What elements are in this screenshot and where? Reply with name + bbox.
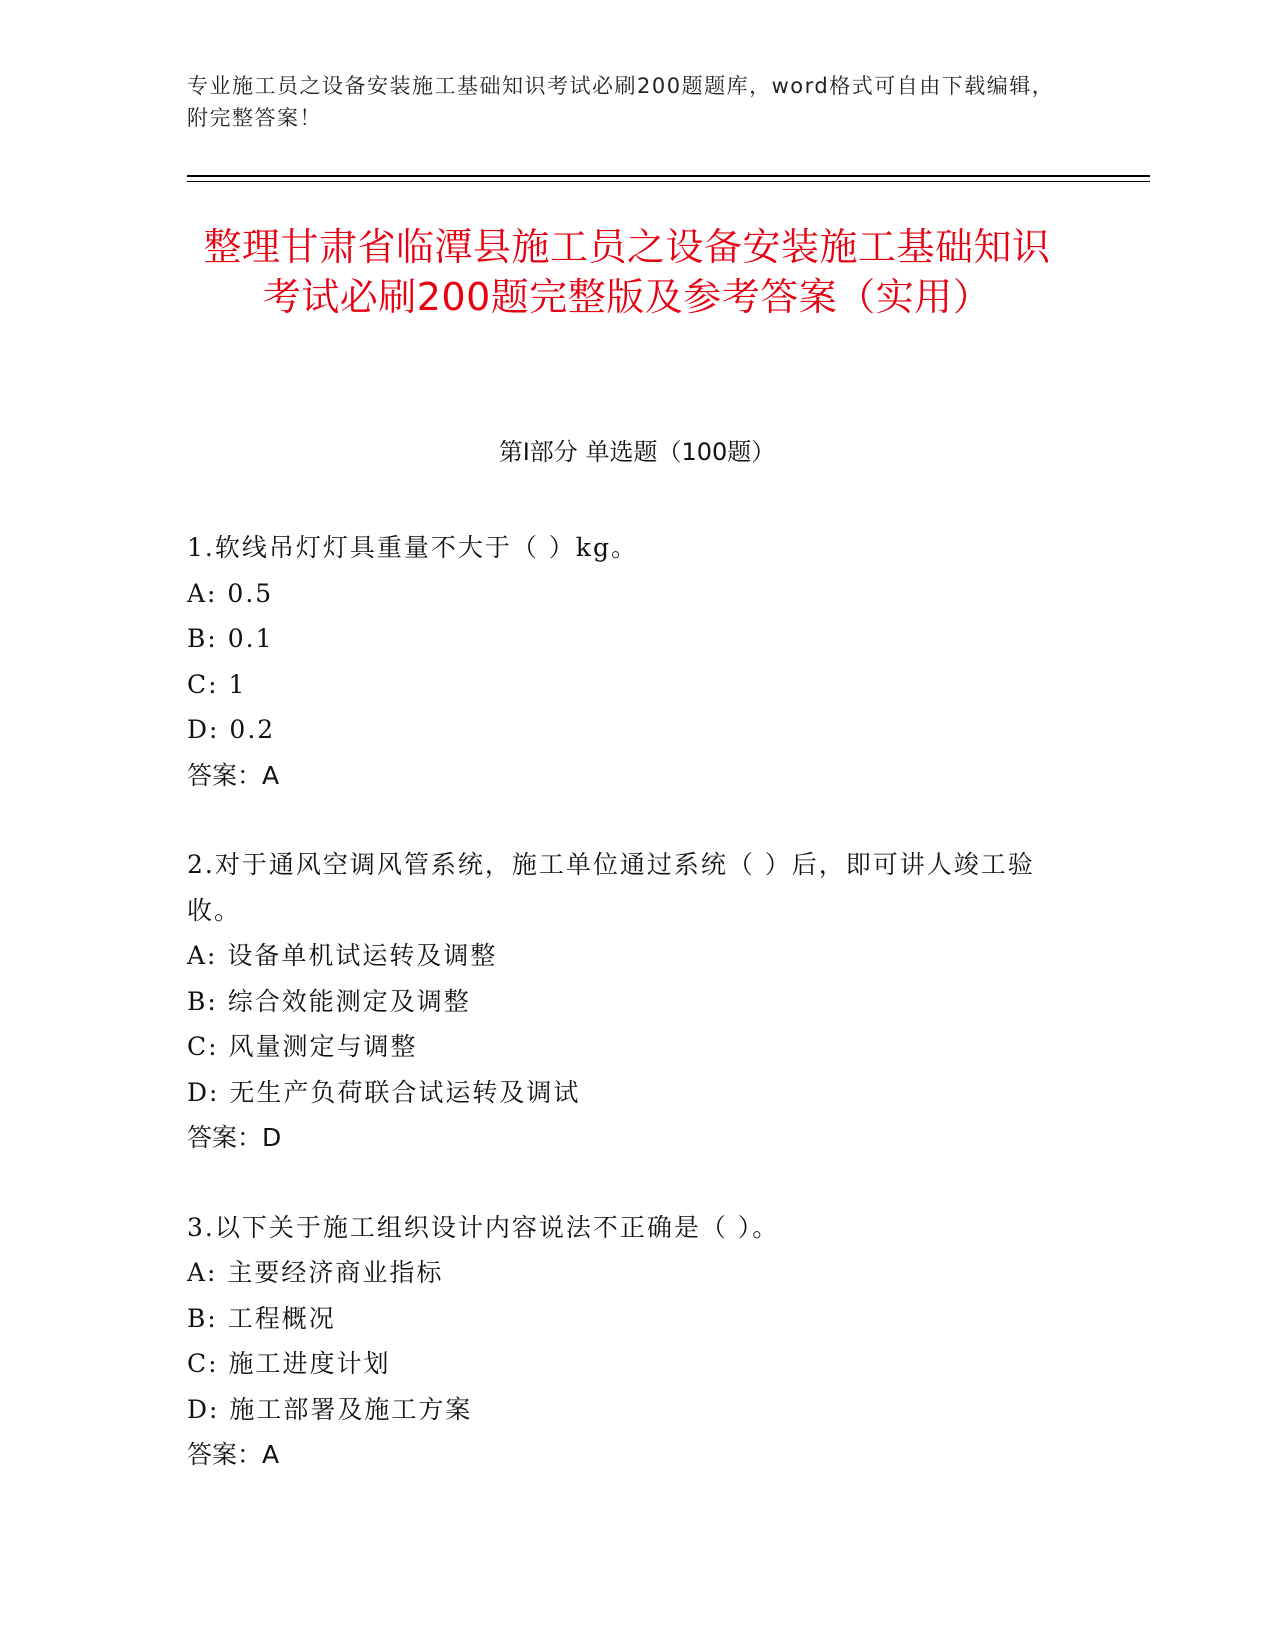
option-b: B: 工程概况: [187, 1303, 336, 1333]
option-a: A: 主要经济商业指标: [187, 1258, 444, 1287]
question-3: [187, 1205, 1087, 1478]
page-header: 专业施工员之设备安装施工基础知识考试必刷200题题库，word格式可自由下载编辑，附完整答案！: [187, 74, 1055, 130]
answer: 答案：A: [187, 760, 280, 790]
document-title: 整理甘肃省临潭县施工员之设备安装施工基础知识考试必刷200题完整版及参考答案（实用）: [203, 225, 1051, 319]
question-1: [187, 525, 1087, 798]
option-d: D: 0.2: [187, 715, 276, 744]
answer: 答案：A: [187, 1440, 280, 1469]
option-c: C: 1: [187, 669, 247, 699]
option-a: A: 设备单机试运转及调整: [187, 941, 498, 970]
header-divider-thick: [187, 175, 1150, 177]
option-c: C: 施工进度计划: [187, 1349, 391, 1378]
option-c: C: 风量测定与调整: [187, 1032, 418, 1061]
question-list: [187, 525, 1087, 1522]
question-stem: 1.软线吊灯灯具重量不大于（ ）kg。: [187, 533, 638, 562]
section-heading: 第I部分 单选题（100题）: [498, 438, 776, 466]
option-d: D: 施工部署及施工方案: [187, 1394, 473, 1424]
question-2: [187, 842, 1087, 1161]
question-stem: 3.以下关于施工组织设计内容说法不正确是（ ）。: [187, 1212, 780, 1242]
option-a: A: 0.5: [187, 578, 274, 608]
option-b: B: 综合效能测定及调整: [187, 986, 471, 1016]
header-divider-thin: [187, 181, 1150, 182]
option-d: D: 无生产负荷联合试运转及调试: [187, 1077, 581, 1107]
option-b: B: 0.1: [187, 624, 274, 653]
question-stem: 2.对于通风空调风管系统，施工单位通过系统（ ）后，即可讲人竣工验收。: [187, 850, 1035, 925]
answer: 答案：D: [187, 1123, 282, 1152]
